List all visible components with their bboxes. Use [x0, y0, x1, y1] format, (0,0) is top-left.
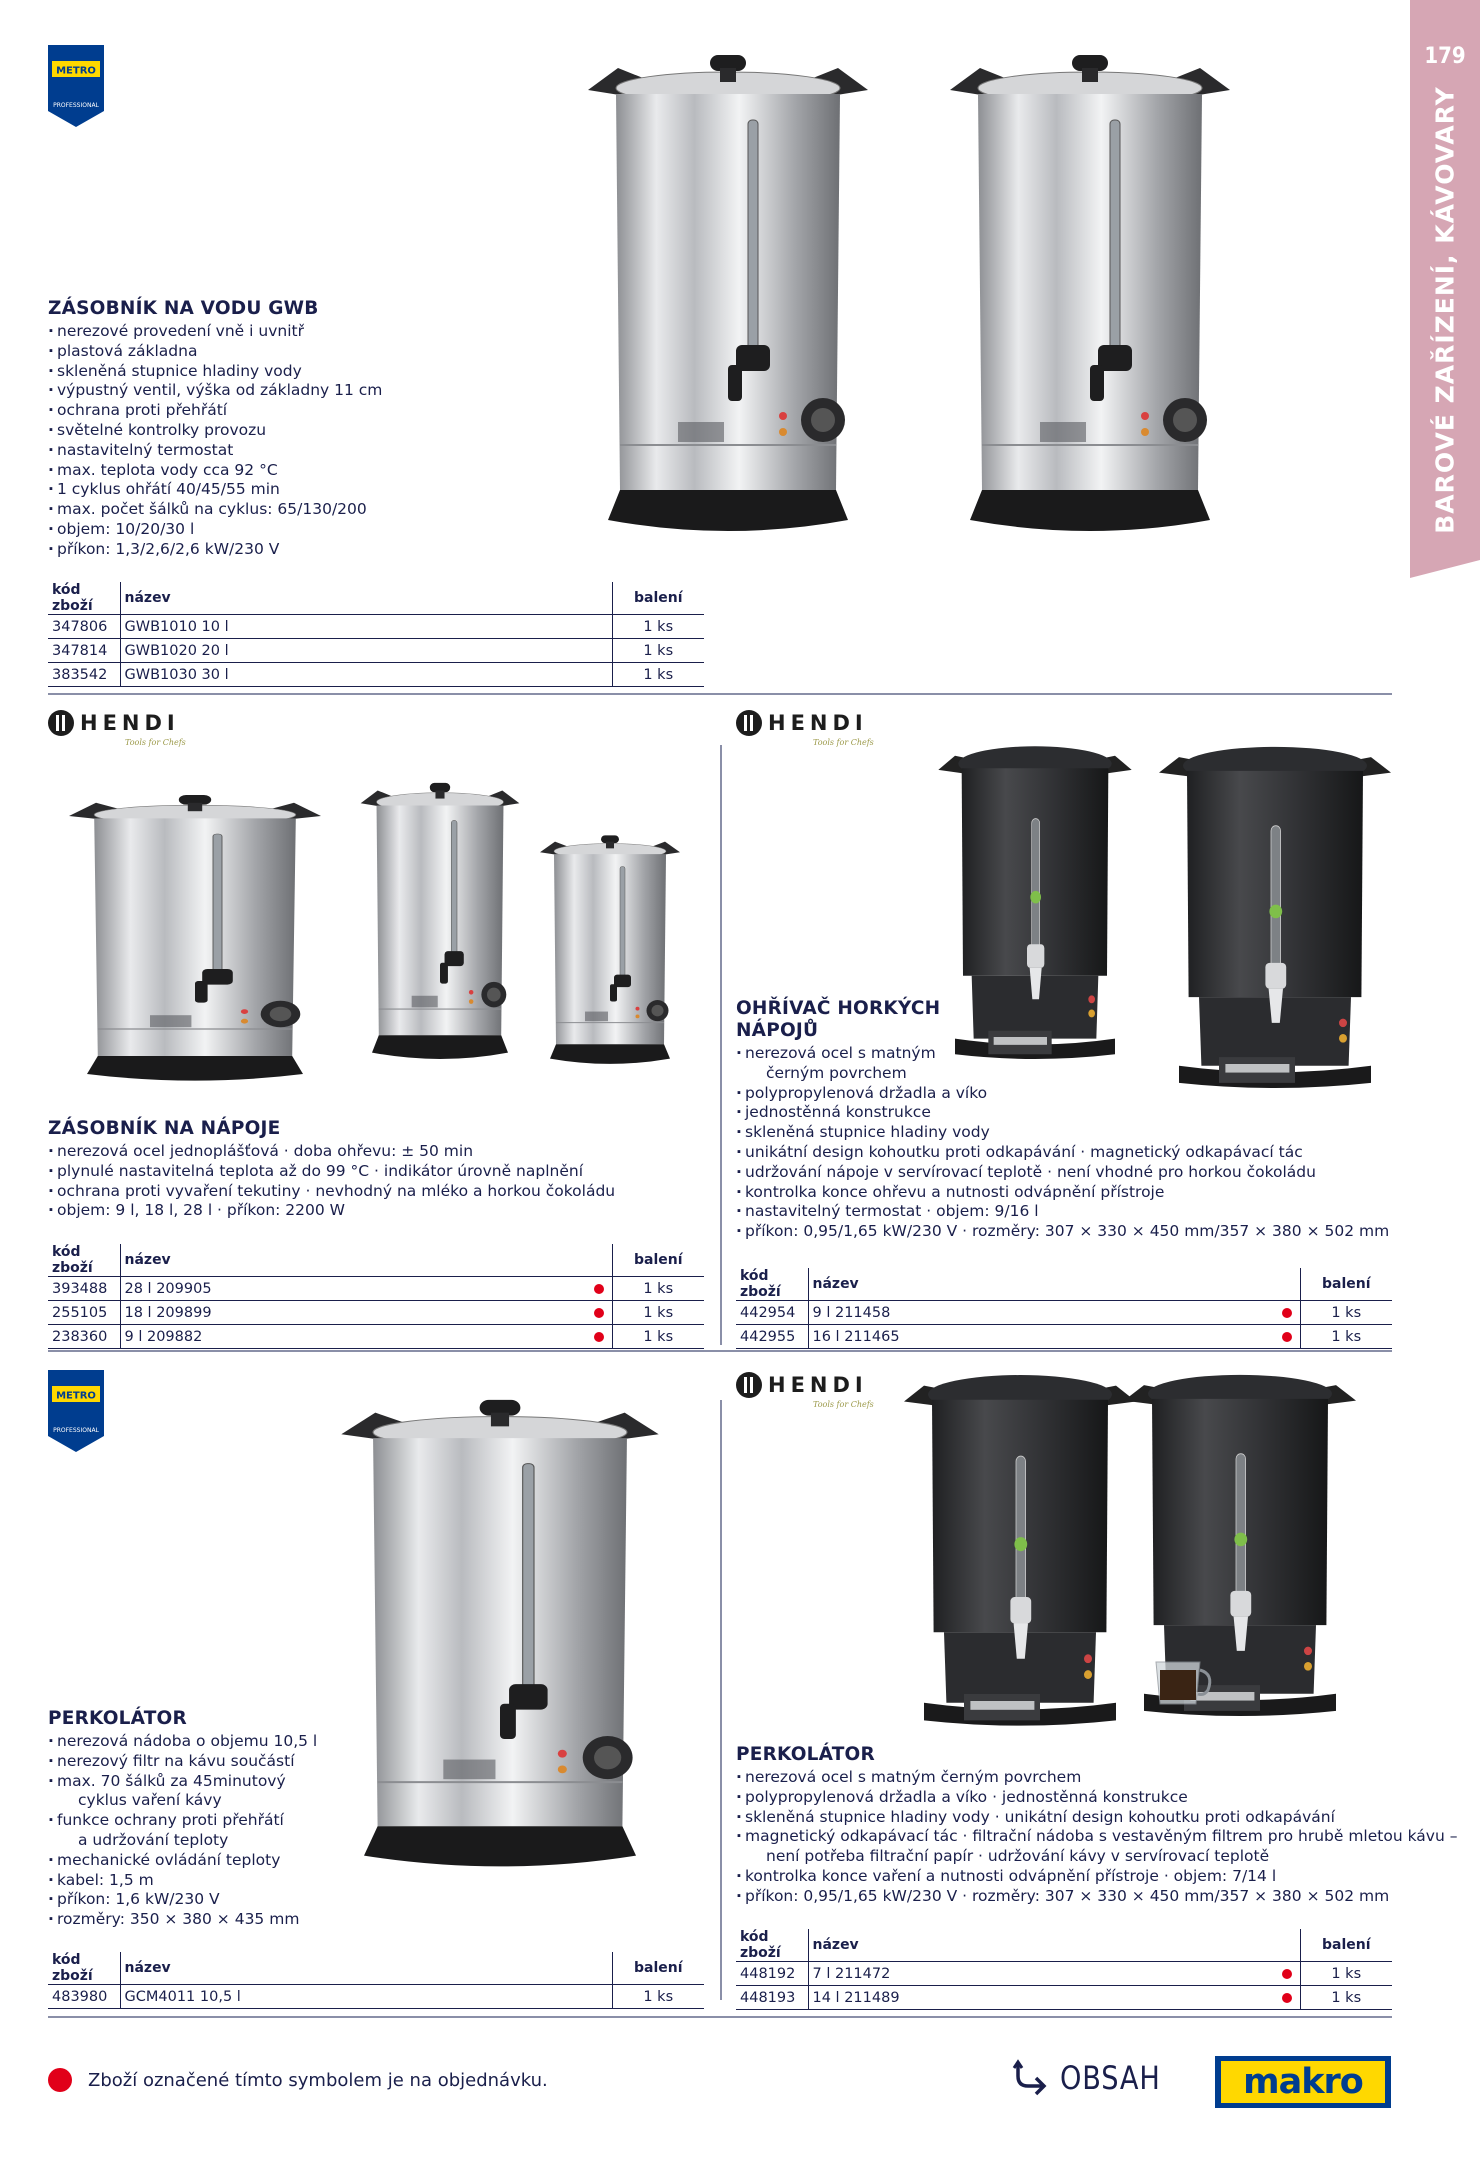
gwb-feature-list [48, 322, 382, 560]
order-dot-legend-icon [48, 2068, 72, 2092]
table-row [48, 615, 704, 639]
metro-professional-logo [48, 1370, 104, 1452]
product-code: 383542 [48, 663, 120, 687]
feature-item: · plastová základna [48, 342, 382, 362]
feature-item: · kontrolka konce vaření a nutnosti odvápnění přístroje · objem: 7/14 l [736, 1867, 1457, 1887]
gwb-urn-image-1 [578, 50, 878, 550]
hendi-tagline: Tools for Chefs [813, 1400, 874, 1409]
feature-item: · unikátní design kohoutku proti odkapávání · magnetický odkapávací tác [736, 1143, 1389, 1163]
table-row [736, 1325, 1392, 1349]
feature-item: · skleněná stupnice hladiny vody · unikátní design kohoutku proti odkapávání [736, 1808, 1457, 1828]
order-only-dot-icon [594, 1308, 604, 1318]
hendi-wordmark: HENDI [768, 711, 868, 735]
feature-item: · plynulé nastavitelná teplota až do 99 °C · indikátor úrovně naplnění [48, 1162, 615, 1182]
page-number: 179 [1424, 44, 1466, 69]
product-name: 14 l 211489 [812, 1989, 900, 2006]
col-name-header: název [808, 1268, 1300, 1301]
order-only-dot-icon [594, 1332, 604, 1342]
feature-item: · nerezová ocel s matným černým povrchem [736, 1768, 1457, 1788]
col-code-header: kód zboží [48, 1244, 120, 1277]
product-pack: 1 ks [1300, 1986, 1392, 2010]
feature-item: · skleněná stupnice hladiny vody [736, 1123, 1389, 1143]
product-name: GWB1010 10 l [124, 618, 229, 635]
feature-item: · max. počet šálků na cyklus: 65/130/200 [48, 500, 382, 520]
table-row [48, 639, 704, 663]
col-name-header: název [120, 582, 612, 615]
feature-item: · skleněná stupnice hladiny vody [48, 362, 382, 382]
product-pack: 1 ks [612, 639, 704, 663]
feature-item: · nerezové provedení vně i uvnitř [48, 322, 382, 342]
column-divider [720, 1400, 722, 2000]
perkolator2-feature-list [736, 1768, 1457, 1907]
feature-item: a udržování teploty [78, 1830, 229, 1849]
feature-item: · příkon: 1,6 kW/230 V [48, 1890, 317, 1910]
feature-item: · polypropylenová držadla a víko [736, 1084, 1389, 1104]
napoje-feature-list [48, 1142, 615, 1221]
section-divider [48, 693, 1392, 695]
feature-item: cyklus vaření kávy [78, 1791, 222, 1810]
product-pack: 1 ks [1300, 1325, 1392, 1349]
product-name: 7 l 211472 [812, 1965, 891, 1982]
product-name-cell [120, 1985, 612, 2009]
product-name-cell [120, 639, 612, 663]
product-name: GWB1020 20 l [124, 642, 229, 659]
product-pack: 1 ks [612, 615, 704, 639]
coffee-cup-image [1148, 1652, 1218, 1712]
product-name: 16 l 211465 [812, 1328, 900, 1345]
ohrivac-black-urn-9l-image [935, 740, 1135, 1070]
metro-logo-label: METRO [56, 65, 96, 77]
feature-item: · nerezový filtr na kávu součástí [48, 1752, 317, 1772]
gwb-product-table [48, 582, 704, 687]
feature-item: · nerezová ocel s matným [736, 1044, 1389, 1064]
product-name: 28 l 209905 [124, 1280, 212, 1297]
product-name: 9 l 211458 [812, 1304, 891, 1321]
feature-item: · kabel: 1,5 m [48, 1871, 317, 1891]
ohrivac-title-line1: OHŘÍVAČ HORKÝCH [736, 998, 941, 1019]
makro-logo-text: makro [1243, 2062, 1363, 2102]
order-only-dot-icon [1282, 1308, 1292, 1318]
product-name-cell [120, 1277, 612, 1301]
hendi-mark-icon [48, 710, 74, 736]
makro-logo [1215, 2056, 1391, 2108]
product-name-cell [120, 615, 612, 639]
feature-item: · objem: 9 l, 18 l, 28 l · příkon: 2200 W [48, 1201, 615, 1221]
product-code: 483980 [48, 1985, 120, 2009]
feature-item: · max. 70 šálků za 45minutový [48, 1772, 317, 1792]
product-name: GWB1030 30 l [124, 666, 229, 683]
ohrivac-title [736, 998, 940, 1042]
feature-item: · ochrana proti vyvaření tekutiny · nevhodný na mléko a horkou čokoládu [48, 1182, 615, 1202]
table-row [48, 1277, 704, 1301]
product-pack: 1 ks [612, 1277, 704, 1301]
table-row [736, 1962, 1392, 1986]
hendi-tagline: Tools for Chefs [125, 738, 186, 747]
col-code-header: kód zboží [48, 1952, 120, 1985]
table-row [48, 663, 704, 687]
table-row [736, 1301, 1392, 1325]
feature-item: · rozměry: 350 × 380 × 435 mm [48, 1910, 317, 1930]
metro-logo-sub: PROFESSIONAL [53, 1427, 99, 1434]
metro-logo-label: METRO [56, 1390, 96, 1402]
order-only-dot-icon [1282, 1993, 1292, 2003]
section-divider [48, 1350, 1392, 1352]
feature-item: · ochrana proti přehřátí [48, 401, 382, 421]
product-pack: 1 ks [612, 1325, 704, 1349]
perkolator2-product-table [736, 1929, 1392, 2010]
table-row [48, 1301, 704, 1325]
col-code-header: kód zboží [736, 1929, 808, 1962]
feature-item: · světelné kontrolky provozu [48, 421, 382, 441]
gwb-urn-image-2 [940, 50, 1240, 550]
product-code: 442954 [736, 1301, 808, 1325]
hendi-mark-icon [736, 1372, 762, 1398]
feature-item: · nerezová nádoba o objemu 10,5 l [48, 1732, 317, 1752]
col-pack-header: balení [612, 1952, 704, 1985]
perkolator-steel-image [330, 1395, 670, 1885]
col-name-header: název [120, 1244, 612, 1277]
obsah-link[interactable] [1012, 2058, 1178, 2098]
napoje-urn-small-image [535, 833, 685, 1073]
order-legend-text: Zboží označené tímto symbolem je na objednávku. [88, 2070, 548, 2091]
product-name-cell [808, 1301, 1300, 1325]
perkolator1-feature-list [48, 1732, 317, 1930]
hendi-logo [48, 710, 180, 736]
product-pack: 1 ks [612, 1301, 704, 1325]
feature-item: není potřeba filtrační papír · udržování kávy v servírovací teplotě [766, 1847, 1270, 1866]
feature-item: · nerezová ocel jednoplášťová · doba ohřevu: ± 50 min [48, 1142, 615, 1162]
feature-item: · nastavitelný termostat · objem: 9/16 l [736, 1202, 1389, 1222]
product-name: 18 l 209899 [124, 1304, 212, 1321]
product-code: 393488 [48, 1277, 120, 1301]
feature-item: · příkon: 0,95/1,65 kW/230 V · rozměry: 307 × 330 × 450 mm/357 × 380 × 502 mm [736, 1222, 1389, 1242]
col-name-header: název [120, 1952, 612, 1985]
hendi-logo [736, 1372, 868, 1398]
feature-item: · objem: 10/20/30 l [48, 520, 382, 540]
table-row [736, 1986, 1392, 2010]
feature-item: · magnetický odkapávací tác · filtrační nádoba s vestavěným filtrem pro hrubě mletou kávu – [736, 1827, 1457, 1847]
ohrivac-product-table [736, 1268, 1392, 1349]
product-name-cell [808, 1962, 1300, 1986]
hendi-tagline: Tools for Chefs [813, 738, 874, 747]
perkolator-black-7l-image [900, 1368, 1140, 1738]
table-row [48, 1985, 704, 2009]
order-only-dot-icon [594, 1284, 604, 1294]
ohrivac-title-line2: NÁPOJŮ [736, 1020, 819, 1041]
col-code-header: kód zboží [736, 1268, 808, 1301]
col-pack-header: balení [612, 1244, 704, 1277]
column-divider [720, 745, 722, 1345]
ohrivac-feature-list [736, 1044, 1389, 1242]
metro-professional-logo [48, 45, 104, 127]
feature-item: · výpustný ventil, výška od základny 11 cm [48, 381, 382, 401]
product-code: 448193 [736, 1986, 808, 2010]
order-only-dot-icon [1282, 1332, 1292, 1342]
product-code: 347814 [48, 639, 120, 663]
perkolator1-product-table [48, 1952, 704, 2009]
feature-item: · funkce ochrany proti přehřátí [48, 1811, 317, 1831]
order-only-dot-icon [1282, 1969, 1292, 1979]
chapter-title: BAROVÉ ZAŘÍZENÍ, KÁVOVARY [1430, 86, 1460, 534]
product-name-cell [808, 1325, 1300, 1349]
col-pack-header: balení [1300, 1268, 1392, 1301]
product-name-cell [120, 663, 612, 687]
col-pack-header: balení [1300, 1929, 1392, 1962]
feature-item: · 1 cyklus ohřátí 40/45/55 min [48, 480, 382, 500]
napoje-urn-medium-image [355, 780, 525, 1070]
feature-item: · mechanické ovládání teploty [48, 1851, 317, 1871]
hendi-wordmark: HENDI [768, 1373, 868, 1397]
return-arrow-icon [1012, 2058, 1052, 2098]
hendi-mark-icon [736, 710, 762, 736]
product-code: 238360 [48, 1325, 120, 1349]
product-pack: 1 ks [612, 1985, 704, 2009]
metro-logo-sub: PROFESSIONAL [53, 102, 99, 109]
product-code: 347806 [48, 615, 120, 639]
product-pack: 1 ks [1300, 1962, 1392, 1986]
feature-item: · max. teplota vody cca 92 °C [48, 461, 382, 481]
hendi-wordmark: HENDI [80, 711, 180, 735]
col-pack-header: balení [612, 582, 704, 615]
section-divider [48, 2016, 1392, 2018]
feature-item: · nastavitelný termostat [48, 441, 382, 461]
gwb-title: ZÁSOBNÍK NA VODU GWB [48, 298, 319, 319]
napoje-product-table [48, 1244, 704, 1349]
feature-item: · udržování nápoje v servírovací teplotě · není vhodné pro horkou čokoládu [736, 1163, 1389, 1183]
feature-item: · příkon: 1,3/2,6/2,6 kW/230 V [48, 540, 382, 560]
feature-item: · jednostěnná konstrukce [736, 1103, 1389, 1123]
napoje-title: ZÁSOBNÍK NA NÁPOJE [48, 1118, 281, 1139]
product-name-cell [120, 1325, 612, 1349]
product-code: 255105 [48, 1301, 120, 1325]
hendi-logo [736, 710, 868, 736]
col-name-header: název [808, 1929, 1300, 1962]
napoje-urn-large-image [60, 792, 330, 1092]
table-row [48, 1325, 704, 1349]
perkolator2-title: PERKOLÁTOR [736, 1744, 875, 1765]
obsah-label: OBSAH [1060, 2059, 1161, 2097]
product-name: GCM4011 10,5 l [124, 1988, 241, 2005]
product-code: 442955 [736, 1325, 808, 1349]
feature-item: · kontrolka konce ohřevu a nutnosti odvápnění přístroje [736, 1183, 1389, 1203]
feature-item: černým povrchem [766, 1063, 907, 1082]
product-name-cell [808, 1986, 1300, 2010]
col-code-header: kód zboží [48, 582, 120, 615]
product-pack: 1 ks [612, 663, 704, 687]
product-code: 448192 [736, 1962, 808, 1986]
feature-item: · polypropylenová držadla a víko · jednostěnná konstrukce [736, 1788, 1457, 1808]
product-pack: 1 ks [1300, 1301, 1392, 1325]
product-name: 9 l 209882 [124, 1328, 203, 1345]
feature-item: · příkon: 0,95/1,65 kW/230 V · rozměry: 307 × 330 × 450 mm/357 × 380 × 502 mm [736, 1887, 1457, 1907]
product-name-cell [120, 1301, 612, 1325]
perkolator1-title: PERKOLÁTOR [48, 1708, 187, 1729]
